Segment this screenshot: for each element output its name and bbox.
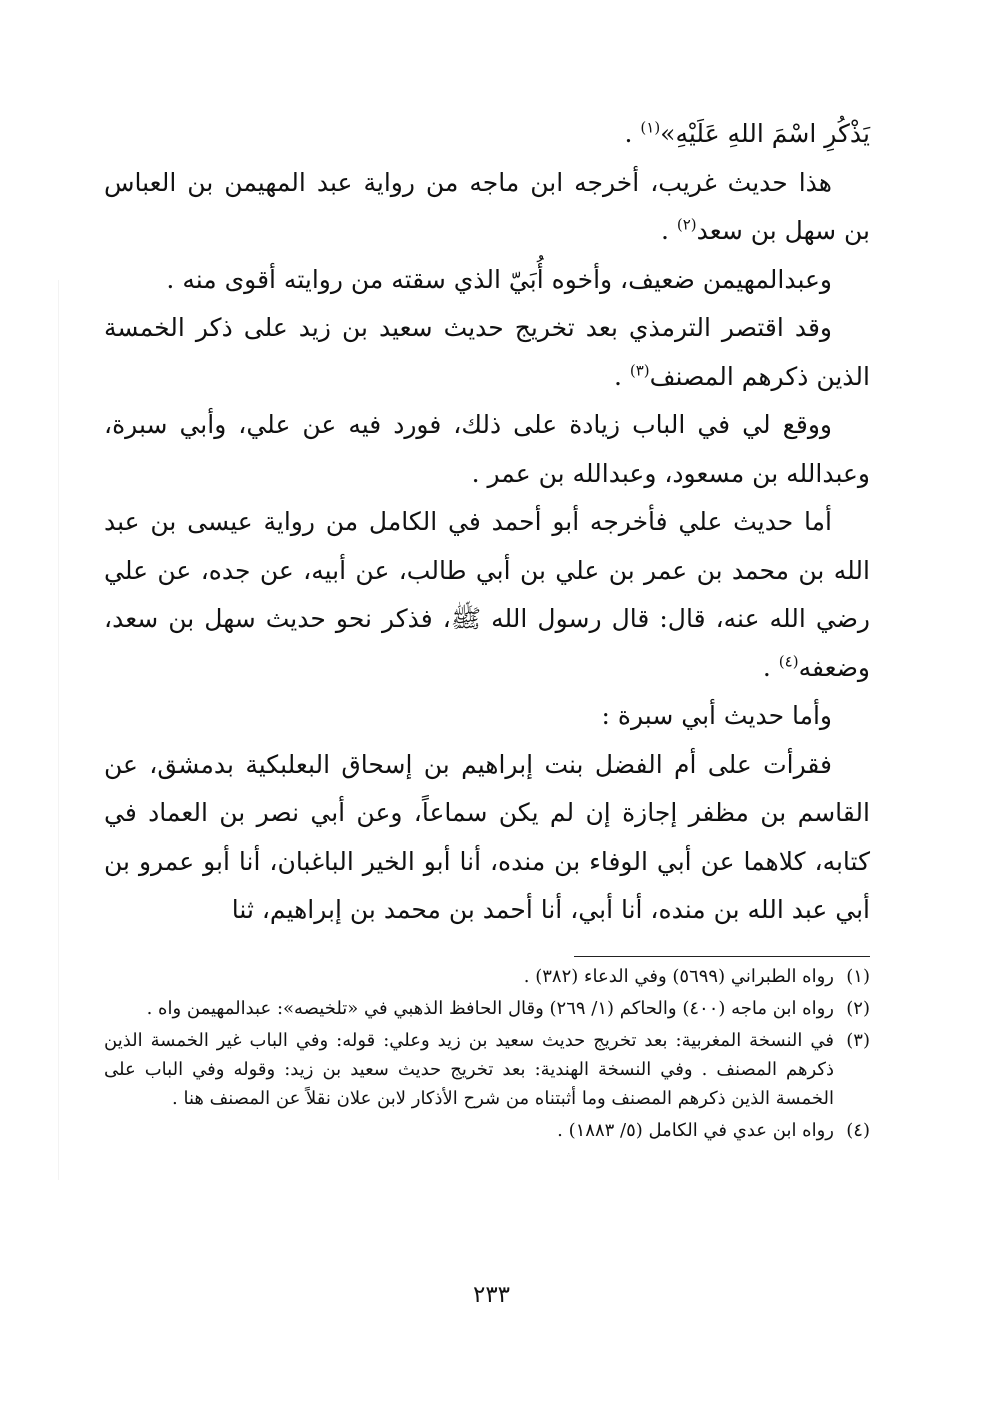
footnote-separator	[574, 956, 870, 957]
footnote-ref-4[interactable]: (٤)	[778, 652, 799, 671]
paragraph-3: وعبدالمهيمن ضعيف، وأخوه أُبَيّ الذي سقته من روايته أقوى منه .	[166, 264, 832, 294]
paragraph-1: يَذْكُرِ اسْمَ اللهِ عَلَيْهِ»$^{(١)}$ .	[624, 118, 870, 148]
paragraph-4: وقد اقتصر الترمذي بعد تخريج حديث سعيد بن زيد على ذكر الخمسة الذين ذكرهم المصنف$^{(٣)}$ .	[104, 313, 870, 391]
footnote-text: رواه ابن عدي في الكامل (٥/ ١٨٨٣) .	[557, 1120, 834, 1141]
footnote-text: رواه ابن ماجه (٤٠٠) والحاكم (١/ ٢٦٩) وقال الحافظ الذهبي في «تلخيصه»: عبدالمهيمن واه .	[146, 998, 834, 1019]
footnote-text: رواه الطبراني (٥٦٩٩) وفي الدعاء (٣٨٢) .	[523, 966, 834, 987]
paragraph-5: ووقع لي في الباب زيادة على ذلك، فورد فيه عن علي، وأبي سبرة، وعبدالله بن مسعود، وعبدالله بن عمر .	[104, 410, 870, 488]
footnote-1	[104, 962, 870, 991]
footnotes	[104, 962, 870, 1148]
paragraph-6: أما حديث علي فأخرجه أبو أحمد في الكامل من رواية عيسى بن عبد الله بن محمد بن عمر بن علي بن أبي طالب، عن أبيه، عن جده، عن علي رضي الله عنه، قال: قال رسول الله ﷺ، فذكر نحو حديث سهل بن سعد، وضعفه$^{(٤)}$ .	[104, 507, 870, 682]
footnote-ref-1[interactable]: (١)	[640, 118, 661, 137]
footnote-4	[104, 1116, 870, 1145]
footnote-number: (٣)	[846, 1030, 870, 1051]
binding-shadow	[58, 280, 59, 1180]
paragraph-8: فقرأت على أم الفضل بنت إبراهيم بن إسحاق البعلبكية بدمشق، عن القاسم بن مظفر إجازة إن لم يكن سماعاً، وعن أبي نصر بن العماد في كتابه، كلاهما عن أبي الوفاء بن منده، أنا أبو الخير الباغبان، أنا أبو عمرو بن أبي عبد الله بن منده، أنا أبي، أنا أحمد بن محمد بن إبراهيم، ثنا	[104, 749, 870, 924]
footnote-ref-2[interactable]: (٢)	[676, 215, 697, 234]
page-number: ٢٣٣	[472, 1282, 511, 1308]
paragraph-2: هذا حديث غريب، أخرجه ابن ماجه من رواية عبد المهيمن بن العباس بن سهل بن سعد$^{(٢)}$ .	[104, 167, 870, 245]
footnote-text: في النسخة المغربية: بعد تخريج حديث سعيد بن زيد وعلي: قوله: وفي الباب غير الخمسة الذين ذكرهم المصنف . وفي النسخة الهندية: بعد تخريج حديث سعيد بن زيد: وقوله وفي الباب على الخمسة الذين ذكرهم المصنف وما أثبتناه من شرح الأذكار لابن علان نقلاً عن المصنف هنا .	[104, 1030, 834, 1109]
footnote-ref-3[interactable]: (٣)	[629, 361, 650, 380]
footnote-number: (١)	[846, 966, 870, 987]
footnote-3	[104, 1026, 870, 1113]
footnote-number: (٢)	[846, 998, 870, 1019]
main-text	[104, 110, 870, 935]
paragraph-7: وأما حديث أبي سبرة :	[601, 701, 832, 730]
footnote-number: (٤)	[846, 1120, 870, 1141]
footnote-2	[104, 994, 870, 1023]
